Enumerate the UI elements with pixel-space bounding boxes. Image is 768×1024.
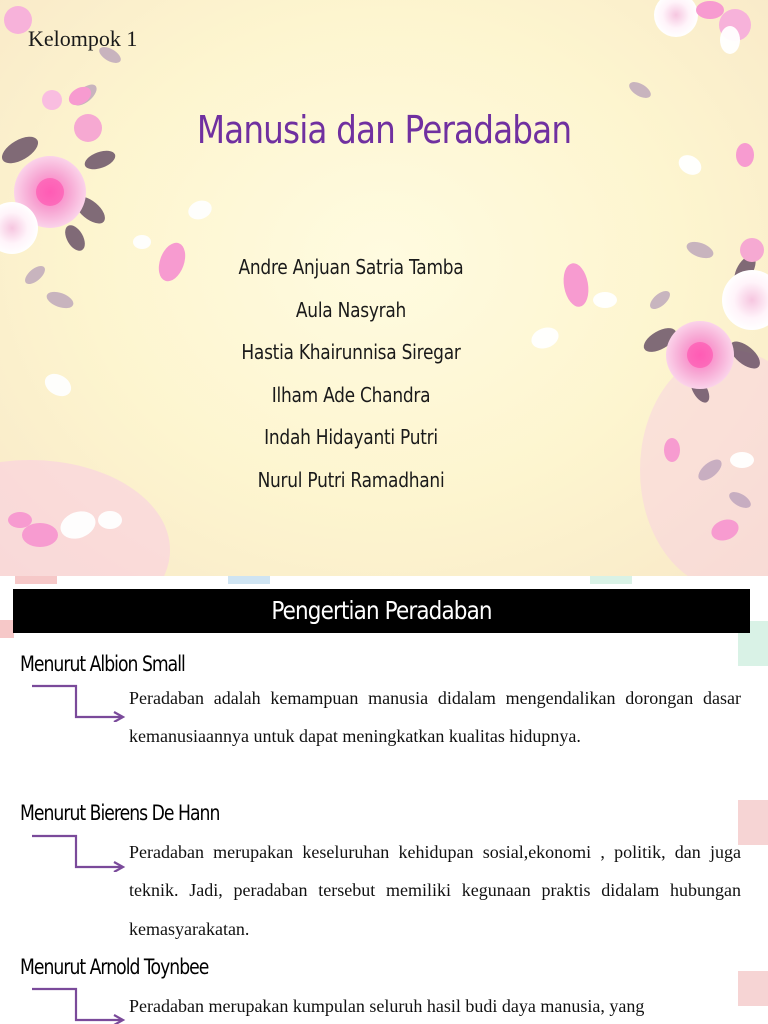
- member-name: Andre Anjuan Satria Tamba: [238, 255, 464, 279]
- slide-title: Manusia dan Peradaban: [196, 108, 572, 152]
- definition-heading: Menurut Bierens De Hann: [20, 801, 220, 825]
- decorative-square: [738, 971, 768, 1006]
- definition-slide: [0, 576, 768, 1024]
- elbow-arrow-icon: [30, 682, 130, 722]
- elbow-arrow-icon: [30, 832, 130, 872]
- definition-heading: Menurut Arnold Toynbee: [20, 955, 209, 979]
- member-list: [0, 246, 702, 501]
- decorative-square: [0, 620, 14, 638]
- decorative-square: [15, 576, 57, 584]
- section-title: Pengertian Peradaban: [271, 596, 492, 625]
- decorative-square: [228, 576, 270, 584]
- member-name: Nurul Putri Ramadhani: [257, 467, 445, 492]
- member-name: Ilham Ade Chandra: [271, 382, 431, 407]
- decorative-square: [590, 576, 632, 584]
- section-header-bar: [13, 589, 750, 633]
- decorative-square: [738, 800, 768, 845]
- group-label: Kelompok 1: [28, 26, 138, 51]
- definition-heading: Menurut Albion Small: [20, 652, 185, 676]
- member-name: Aula Nasyrah: [295, 297, 407, 322]
- elbow-arrow-icon: [30, 985, 130, 1024]
- definition-text: Peradaban merupakan keseluruhan kehidupan sosial,ekonomi , politik, dan juga teknik. Jadi, peradaban tersebut memiliki kegunaan praktis didalam hubungan kemasyarakatan.: [129, 842, 741, 939]
- definition-text: Peradaban adalah kemampuan manusia didalam mengendalikan dorongan dasar kemanusiaannya untuk dapat meningkatkan kualitas hidupnya.: [129, 688, 741, 747]
- member-name: Indah Hidayanti Putri: [264, 425, 438, 449]
- member-name: Hastia Khairunnisa Siregar: [241, 340, 461, 364]
- definition-text: Peradaban merupakan kumpulan seluruh hasil budi daya manusia, yang: [129, 996, 645, 1016]
